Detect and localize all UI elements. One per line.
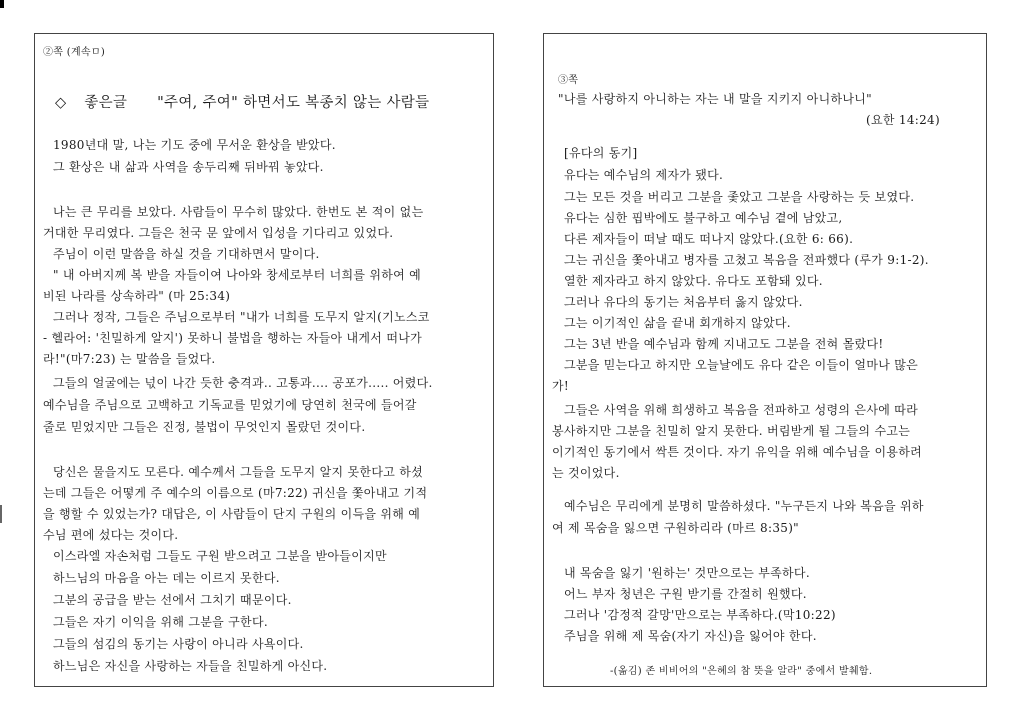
text-line: 이기적인 동기에서 싹튼 것이다. 자기 유익을 위해 예수님을 이용하려 bbox=[552, 445, 923, 459]
text-line: 예수님은 무리에게 분명히 말씀하셨다. "누구든지 나와 복음을 위하 bbox=[564, 499, 924, 513]
text-line: 예수님을 주님으로 고백하고 기독교를 믿었기에 당연히 천국에 들어갈 bbox=[43, 398, 417, 412]
text-line: 그는 귀신을 쫓아내고 병자를 고쳤고 복음을 전파했다 (루가 9:1-2). bbox=[564, 253, 929, 267]
text-line: 나는 큰 무리를 보았다. 사람들이 무수히 많았다. 한번도 본 적이 없는 bbox=[53, 205, 424, 219]
diamond-bullet-icon: ◇ bbox=[55, 95, 67, 111]
text-line: - 헬라어: '친밀하게 알지') 못하니 불법을 행하는 자들아 내게서 떠나가 bbox=[43, 331, 422, 345]
text-line: 그들은 사역을 위해 희생하고 복음을 전파하고 성령의 은사에 따라 bbox=[564, 403, 919, 417]
right-page bbox=[543, 33, 987, 687]
text-line: 줄로 믿었지만 그들은 진정, 불법이 무엇인지 몰랐던 것이다. bbox=[43, 420, 366, 434]
section-heading: [유다의 동기] bbox=[564, 146, 638, 160]
scan-corner-mark bbox=[0, 0, 4, 8]
text-line: 라!"(마7:23) 는 말씀을 들었다. bbox=[43, 352, 216, 366]
text-line: 주님을 위해 제 목숨(자기 자신)을 잃어야 한다. bbox=[564, 629, 817, 643]
text-line: 비된 나라를 상속하라" (마 25:34) bbox=[43, 289, 231, 303]
left-page bbox=[34, 33, 494, 687]
text-line: 그러나 '감정적 갈망'만으로는 부족하다.(막10:22) bbox=[564, 608, 836, 622]
text-line: 어느 부자 청년은 구원 받기를 간절히 원했다. bbox=[564, 587, 807, 601]
text-line: 을 행할 수 있었는가? 대답은, 이 사람들이 단지 구원의 이득을 위해 예 bbox=[43, 507, 421, 521]
source-attribution: -(옮김) 존 비비어의 "은혜의 참 뜻을 알라" 중에서 발췌함. bbox=[610, 666, 873, 677]
text-line: 하느님은 자신을 사랑하는 자들을 친밀하게 아신다. bbox=[53, 659, 328, 673]
left-page-title bbox=[55, 94, 429, 112]
text-line: 그러나 정작, 그들은 주님으로부터 "내가 너희를 도무지 알지(기노스코 bbox=[53, 310, 430, 324]
text-line: 수님 편에 섰다는 것이다. bbox=[43, 528, 179, 542]
right-page-header: ③쪽 bbox=[558, 75, 579, 86]
text-line: 그러나 유다의 동기는 처음부터 옳지 않았다. bbox=[564, 295, 803, 309]
text-line: 주님이 이런 말씀을 하실 것을 기대하면서 말이다. bbox=[53, 247, 320, 261]
text-line: 그 환상은 내 삶과 사역을 송두리째 뒤바꿔 놓았다. bbox=[53, 160, 324, 174]
text-line: 거대한 무리였다. 그들은 천국 문 앞에서 입성을 기다리고 있었다. bbox=[43, 226, 394, 240]
text-line: 그는 모든 것을 버리고 그분을 좇았고 그분을 사랑하는 듯 보였다. bbox=[564, 190, 915, 204]
text-line: 그들은 자기 이익을 위해 그분을 구한다. bbox=[53, 615, 268, 629]
text-line: 하느님의 마음을 아는 데는 이르지 못한다. bbox=[53, 571, 280, 585]
text-line: 내 목숨을 잃기 '원하는' 것만으로는 부족하다. bbox=[564, 566, 810, 580]
text-line: 당신은 물을지도 모른다. 예수께서 그들을 도무지 알지 못한다고 하셨 bbox=[53, 465, 424, 479]
title-heading: "주여, 주여" 하면서도 복종치 않는 사람들 bbox=[157, 95, 430, 111]
scripture-reference: (요한 14:24) bbox=[866, 113, 940, 127]
text-line: 그들의 얼굴에는 넋이 나간 듯한 충격과.. 고통과.... 공포가..... 어렸다. bbox=[53, 376, 433, 390]
text-line: 유다는 심한 핍박에도 불구하고 예수님 곁에 남았고, bbox=[564, 211, 843, 225]
text-line: 는 것이었다. bbox=[552, 466, 620, 480]
title-category: 좋은글 bbox=[84, 95, 128, 111]
text-line: " 내 아버지께 복 받을 자들이여 나아와 창세로부터 너희를 위하여 예 bbox=[53, 268, 422, 282]
text-line: 봉사하지만 그분을 친밀히 알지 못한다. 버림받게 될 그들의 수고는 bbox=[552, 424, 911, 438]
text-line: 는데 그들은 어떻게 주 예수의 이름으로 (마7:22) 귀신을 쫓아내고 기적 bbox=[43, 486, 428, 500]
text-line: 가! bbox=[552, 379, 570, 393]
text-line: 그는 3년 반을 예수님과 함께 지내고도 그분을 전혀 몰랐다! bbox=[564, 337, 884, 351]
text-line: 그들의 섬김의 동기는 사랑이 아니라 사욕이다. bbox=[53, 637, 304, 651]
text-line: 유다는 예수님의 제자가 됐다. bbox=[564, 168, 724, 182]
text-line: 그분을 믿는다고 하지만 오늘날에도 유다 같은 이들이 얼마나 많은 bbox=[564, 358, 919, 372]
scan-margin-mark bbox=[0, 505, 2, 523]
text-line: 열한 제자라고 하지 않았다. 유다도 포함돼 있다. bbox=[564, 274, 823, 288]
text-line: 그는 이기적인 삶을 끝내 회개하지 않았다. bbox=[564, 316, 791, 330]
text-line: 1980년대 말, 나는 기도 중에 무서운 환상을 받았다. bbox=[53, 138, 336, 152]
text-line: 그분의 공급을 받는 선에서 그치기 때문이다. bbox=[53, 593, 292, 607]
text-line: 다른 제자들이 떠날 때도 떠나지 않았다.(요한 6: 66). bbox=[564, 232, 854, 246]
text-line: 이스라엘 자손처럼 그들도 구원 받으려고 그분을 받아들이지만 bbox=[53, 549, 387, 563]
left-page-header: ②쪽 (계속ㅁ) bbox=[43, 47, 106, 58]
scripture-quote: "나를 사랑하지 아니하는 자는 내 말을 지키지 아니하나니" bbox=[558, 92, 872, 106]
text-line: 여 제 목숨을 잃으면 구원하리라 (마르 8:35)" bbox=[552, 521, 799, 535]
